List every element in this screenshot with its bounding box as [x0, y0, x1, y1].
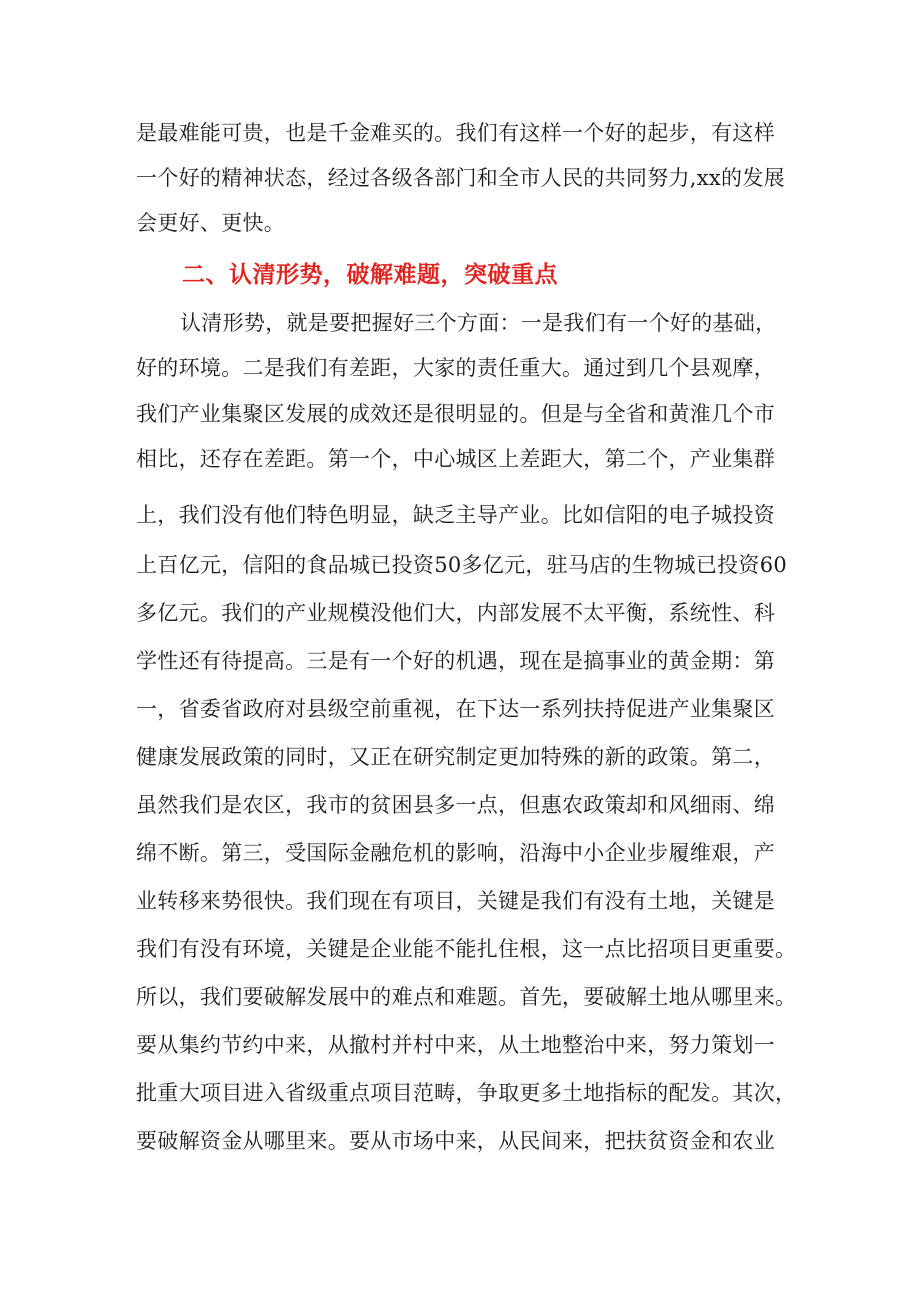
paragraph-1-line-1: 是最难能可贵，也是千金难买的。我们有这样一个好的起步，有这样	[136, 121, 775, 145]
paragraph-1-line-3: 会更好、更快。	[136, 211, 286, 235]
paragraph-2-line-5: 上，我们没有他们特色明显，缺乏主导产业。比如信阳的电子城投资	[136, 503, 775, 527]
paragraph-2-line-4: 相比，还存在差距。第一个，中心城区上差距大，第二个，产业集群	[136, 447, 775, 471]
paragraph-2-line-14: 我们有没有环境，关键是企业能不能扎住根，这一点比招项目更重要。	[136, 937, 797, 961]
paragraph-2-line-7: 多亿元。我们的产业规模没他们大，内部发展不太平衡，系统性、科	[136, 601, 775, 625]
paragraph-2-line-18: 要破解资金从哪里来。要从市场中来，从民间来，把扶贫资金和农业	[136, 1129, 775, 1153]
paragraph-2-line-15: 所以，我们要破解发展中的难点和难题。首先，要破解土地从哪里来。	[136, 985, 797, 1009]
paragraph-2-line-11: 虽然我们是农区，我市的贫困县多一点，但惠农政策却和风细雨、绵	[136, 793, 775, 817]
paragraph-2-line-1: 认清形势，就是要把握好三个方面：一是我们有一个好的基础，	[180, 311, 777, 335]
paragraph-2-line-12: 绵不断。第三，受国际金融危机的影响，沿海中小企业步履维艰，产	[136, 841, 775, 865]
paragraph-2-line-17: 批重大项目进入省级重点项目范畴，争取更多土地指标的配发。其次，	[136, 1081, 797, 1105]
paragraph-2-line-16: 要从集约节约中来，从撤村并村中来，从土地整治中来，努力策划一	[136, 1033, 775, 1057]
paragraph-2-line-10: 健康发展政策的同时，又正在研究制定更加特殊的新的政策。第二，	[136, 745, 775, 769]
paragraph-1-line-2: 一个好的精神状态，经过各级各部门和全市人民的共同努力,xx的发展	[136, 166, 785, 190]
paragraph-2-line-2: 好的环境。二是我们有差距，大家的责任重大。通过到几个县观摩，	[136, 356, 775, 380]
paragraph-2-line-13: 业转移来势很快。我们现在有项目，关键是我们有没有土地，关键是	[136, 889, 775, 913]
paragraph-2-line-6: 上百亿元，信阳的食品城已投资50多亿元，驻马店的生物城已投资60	[136, 553, 788, 577]
paragraph-2-line-9: 一，省委省政府对县级空前重视，在下达一系列扶持促进产业集聚区	[136, 697, 775, 721]
paragraph-2-line-8: 学性还有待提高。三是有一个好的机遇，现在是搞事业的黄金期：第	[136, 649, 775, 673]
paragraph-2-line-3: 我们产业集聚区发展的成效还是很明显的。但是与全省和黄淮几个市	[136, 402, 775, 426]
section-heading: 二、认清形势，破解难题，突破重点	[182, 262, 558, 288]
